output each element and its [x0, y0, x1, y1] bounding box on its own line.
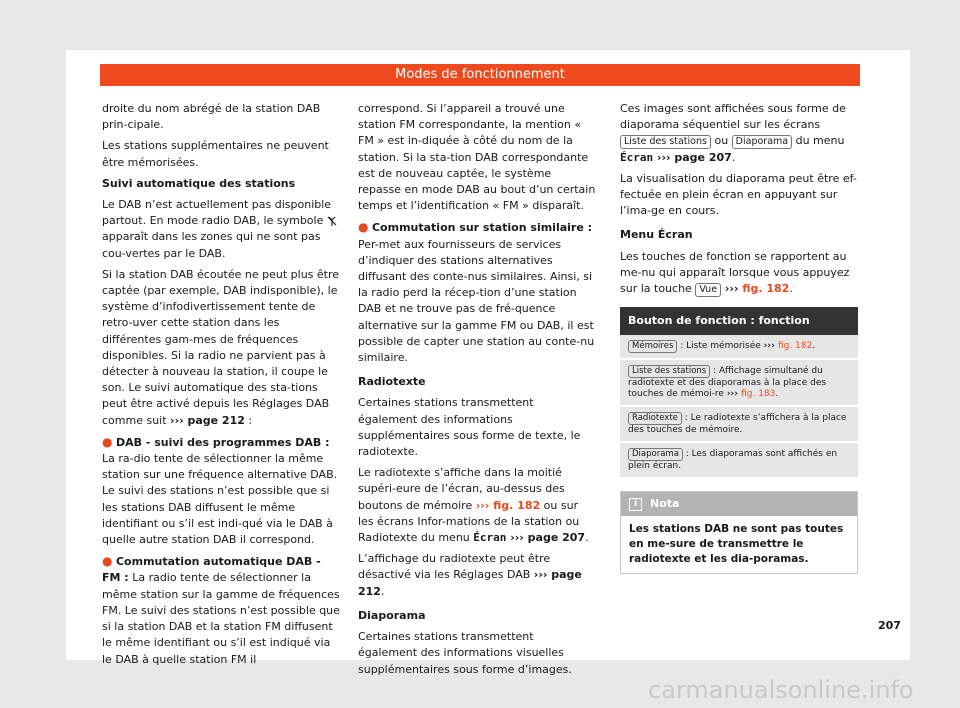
figure-reference[interactable]: fig. 182: [742, 282, 790, 296]
list-item: ● Commutation sur station similaire : Per-met aux fournisseurs de services d’indiquer des stations alternatives diffusant des conte-nus similaires. Ainsi, si la radio perd la récep-tion d’une station DAB et ne trouve pas de fré-quence alternative sur la gamme FM ou DAB, il est possible de capter une station au conte-nu similaire.: [358, 220, 595, 365]
subheading: Menu Écran: [620, 228, 693, 242]
page-reference[interactable]: ››› page 212: [358, 568, 582, 598]
paragraph: L’affichage du radiotexte peut être désactivé via les Réglages DAB ››› page 212.: [358, 552, 582, 598]
paragraph: droite du nom abrégé de la station DAB prin-cipale.: [102, 102, 321, 132]
subheading: Suivi automatique des stations: [102, 176, 296, 190]
watermark: carmanualsonline.info: [648, 676, 914, 704]
paragraph: Ces images sont affichées sous forme de diaporama séquentiel sur les écrans Liste des stations ou Diaporama du menu Écran ››› page 207.: [620, 102, 846, 164]
figure-reference[interactable]: ››› fig. 182: [475, 498, 541, 512]
subheading: Radiotexte: [358, 375, 426, 389]
table-row: Mémoires : Liste mémorisée ››› fig. 182.: [620, 335, 858, 360]
list-item: ● DAB - suivi des programmes DAB : La ra-dio tente de sélectionner la même station sur une fréquence alternative DAB. Le suivi des stations n’est possible que si les stations DAB diffusent le même identifiant ou s’il est indi-qué via le DAB à quelle autre station DAB il correspond.: [102, 434, 338, 547]
column-1: [102, 101, 340, 673]
paragraph: Certaines stations transmettent également des informations visuelles supplémentaires sous forme d’images.: [358, 630, 572, 676]
note-header: i Nota: [621, 492, 857, 516]
no-dab-signal-icon: [327, 216, 337, 226]
slideshow-button[interactable]: Diaporama: [628, 448, 683, 461]
menu-name: Écran: [473, 531, 507, 545]
radiotext-button[interactable]: Radiotexte: [628, 412, 682, 425]
bullet-icon: ●: [102, 434, 113, 449]
table-row: Radiotexte : Le radiotexte s’affichera à la place des touches de mémoire.: [620, 407, 858, 443]
table-row: Diaporama : Les diaporamas sont affichés en plein écran.: [620, 443, 858, 479]
page-reference[interactable]: ››› page 207: [506, 531, 586, 545]
table-row: Liste des stations : Affichage simultané du radiotexte et des diaporamas à la place des touches de mémoi-re ››› fig. 183.: [620, 360, 858, 407]
section-header: Modes de fonctionnement: [100, 64, 860, 86]
paragraph: Les touches de fonction se rapportent au me-nu qui apparaît lorsque vous appuyez sur la touche Vue ››› fig. 182.: [620, 249, 850, 296]
bullet-icon: ●: [358, 220, 369, 235]
memories-button[interactable]: Mémoires: [628, 340, 677, 353]
paragraph: La visualisation du diaporama peut être ef-fectuée en plein écran en appuyant sur l’ima-ge en cours.: [620, 171, 857, 218]
paragraph: Le radiotexte s’affiche dans la moitié supéri-eure de l’écran, au-dessus des boutons de mémoire ››› fig. 182 ou sur les écrans Infor-mations de la station ou Radiotexte du menu Écran ››› page 207.: [358, 466, 589, 545]
view-button[interactable]: Vue: [695, 283, 721, 297]
page-number: 207: [878, 619, 901, 632]
station-list-button[interactable]: Liste des stations: [628, 365, 710, 378]
menu-name: Écran: [620, 150, 654, 164]
bullet-icon: ●: [102, 554, 113, 569]
paragraph: correspond. Si l’appareil a trouvé une station FM correspondante, la mention « FM » est in-diquée à côté du nom de la station. Si la sta-tion DAB correspondante est de nouveau captée, le système repasse en mode DAB au bout d’un certain temps et l’identification « FM » disparaît.: [358, 102, 596, 213]
page-reference[interactable]: ››› page 207: [653, 150, 732, 164]
function-table: [620, 307, 858, 479]
info-icon: i: [629, 498, 642, 511]
function-table-header: Bouton de fonction : fonction: [620, 307, 858, 335]
column-3: [620, 101, 858, 574]
slideshow-button[interactable]: Diaporama: [732, 135, 792, 149]
list-item: ● Commutation automatique DAB - FM : La radio tente de sélectionner la même station sur la gamme de fréquences FM. Le suivi des stations n’est possible que si la station DAB et la station FM diffusent le même identifiant ou s’il est indiqué via le DAB à quelle station FM il: [102, 554, 340, 666]
subheading: Diaporama: [358, 608, 426, 622]
paragraph: Le DAB n’est actuellement pas disponible partout. En mode radio DAB, le symbole apparaît dans les zones qui ne sont pas cou-vertes par le DAB.: [102, 197, 340, 262]
page-reference[interactable]: ››› page 212: [170, 413, 245, 427]
figure-reference[interactable]: fig. 182: [777, 341, 813, 352]
paragraph: Si la station DAB écoutée ne peut plus être captée (par exemple, DAB indisponible), le système d’infodivertissement tente de retro-uver cette station dans les différentes gam-mes de fréquences disponibles. Si la radio ne parvient pas à détecter à nouveau la station, il coupe le son. Le suivi automatique des sta-tions peut être activé depuis les Réglages DAB comme suit ››› page 212 :: [102, 267, 340, 427]
paragraph: Certaines stations transmettent également des informations supplémentaires sous forme de texte, le radiotexte.: [358, 396, 581, 459]
column-2: [358, 101, 596, 683]
station-list-button[interactable]: Liste des stations: [620, 135, 711, 149]
paragraph: Les stations supplémentaires ne peuvent être mémorisées.: [102, 139, 329, 169]
note-text: Les stations DAB ne sont pas toutes en me-sure de transmettre le radiotexte et les dia-poramas.: [629, 523, 844, 566]
figure-reference[interactable]: fig. 183: [741, 389, 776, 400]
note-box: [620, 491, 858, 574]
